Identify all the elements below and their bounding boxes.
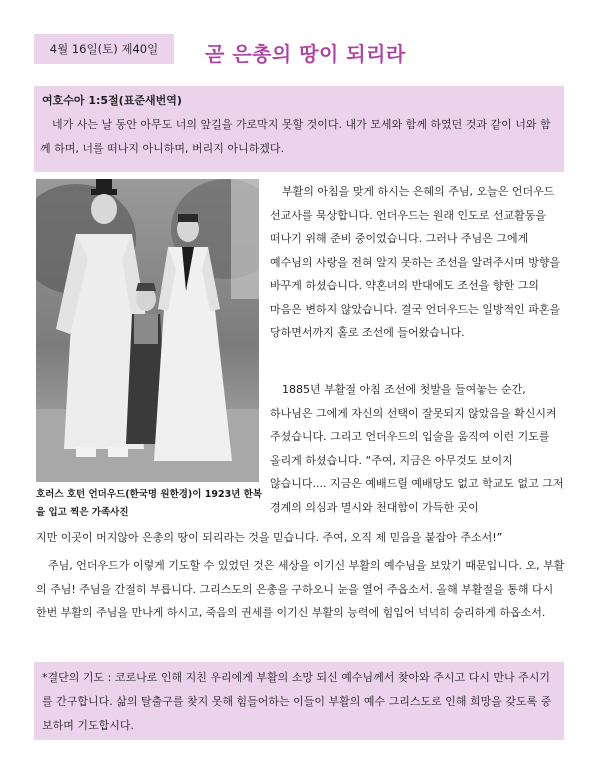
date-label: 4월 16일(토) 제40일: [34, 34, 174, 64]
family-photo: [36, 179, 259, 482]
body-paragraph-2: 1885년 부활절 아침 조선에 첫발을 들여놓는 순간, 하나님은 그에게 자신의 선택이 잘못되지 않았음을 확신시켜 주셨습니다. 그리고 언더우드의 입술을 움직여 이런 기도를 올리게 하셨습니다. “주여, 지금은 아무것도 보이지 않습니다.... 지금은 예배드릴 예배당도 없고 학교도 없고 그저 경계의 의심과 멸시와 천대함이 가득한 곳이: [270, 383, 564, 514]
photo-caption: 호러스 호턴 언더우드(한국명 원한경)이 1923년 한복을 입고 찍은 가족사진: [36, 489, 263, 518]
prayer-text: *결단의 기도 : 코로나로 인해 지친 우리에게 부활의 소망 되신 예수님께서 찾아와 주시고 다시 만나 주시기를 간구합니다. 삶의 탈출구를 찾지 못해 힘들어하는 이들이 부활의 예수 그리스도로 인해 희망을 갖도록 중보하며 기도합시다.: [42, 671, 552, 732]
verse-box: [34, 86, 564, 172]
body-paragraph-1: 부활의 아침을 맞게 하시는 은혜의 주님, 오늘은 언더우드 선교사를 묵상합니다. 언더우드는 원래 인도로 선교활동을 떠나기 위해 준비 중이었습니다. 그러나 주님은 그에게 예수님의 사랑을 전혀 알지 못하는 조선을 알려주시며 방향을 바꾸게 하셨습니다. 약혼녀의 반대에도 조선을 향한 그의 마음은 변하지 않았습니다. 결국 언더우드는 일방적인 파혼을 당하면서까지 홀로 조선에 들어왔습니다.: [270, 185, 561, 339]
body-paragraph-2-continued: 지만 이곳이 머지않아 은총의 땅이 되리라는 것을 믿습니다. 주여, 오직 제 믿음을 붙잡아 주소서!”: [36, 531, 503, 544]
verse-reference: 여호수아 1:5절(표준새번역): [42, 94, 182, 107]
page-title: 곧 은총의 땅이 되리라: [205, 42, 406, 66]
verse-text: 네가 사는 날 동안 아무도 너의 앞길을 가로막지 못할 것이다. 내가 모세와 함께 하였던 것과 같이 너와 함께 하며, 너를 떠나지 아니하며, 버리지 아니하겠다.: [40, 118, 551, 155]
prayer-box: [34, 662, 564, 740]
body-paragraph-3: 주님, 언더우드가 이렇게 기도할 수 있었던 것은 세상을 이기신 부활의 예수님을 보았기 때문입니다. 오, 부활의 주님! 주님을 간절히 부릅니다. 그리스도의 은총을 구하오니 눈을 열어 주옵소서. 올해 부활절을 통해 다시 한번 부활의 주님을 만나게 하시고, 죽음의 권세를 이기신 부활의 능력에 힘입어 넉넉히 승리하게 하옵소서.: [36, 559, 565, 619]
